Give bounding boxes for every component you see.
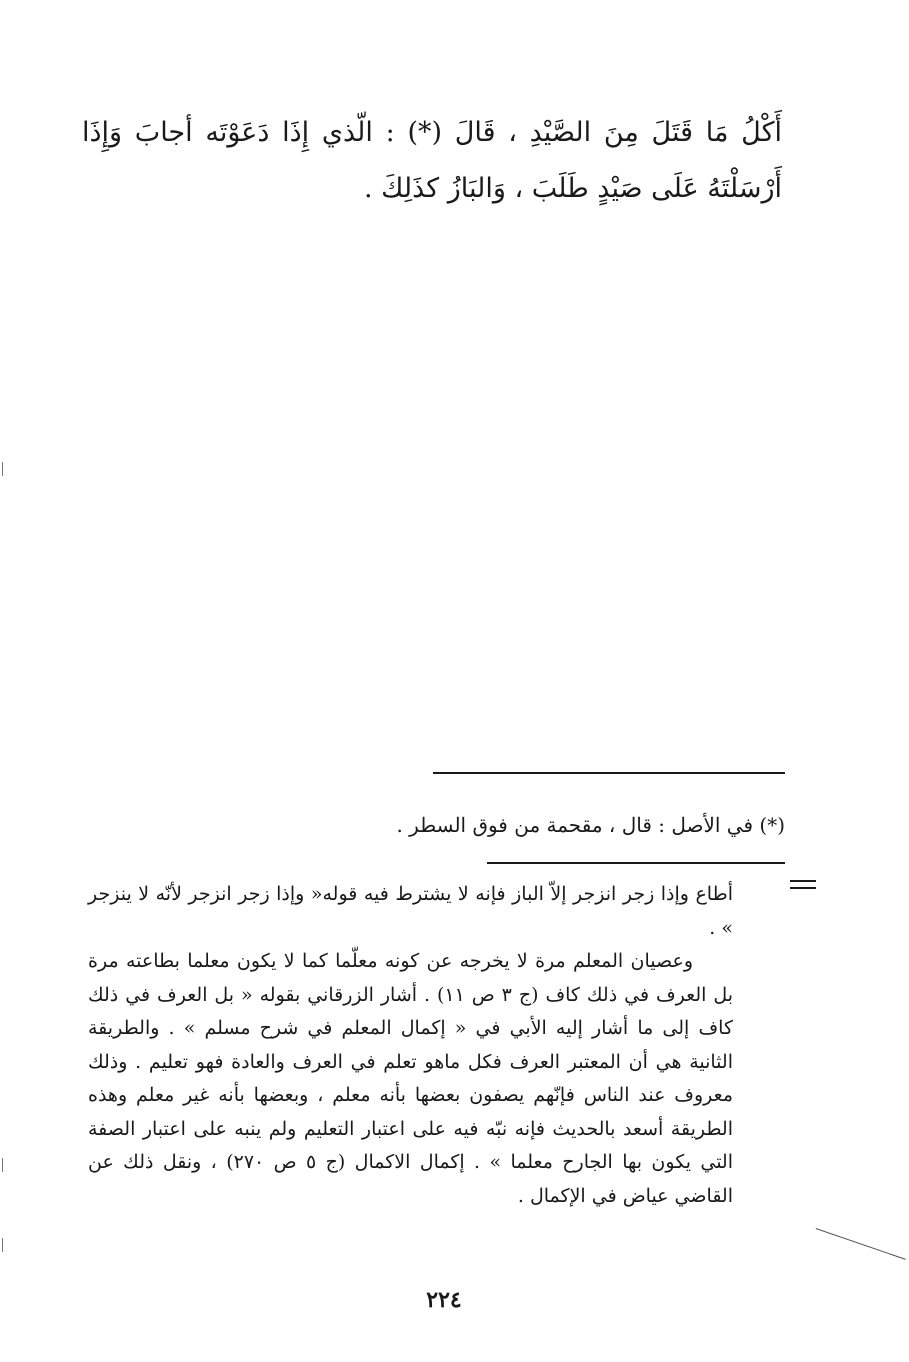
main-paragraph: أَكْلُ مَا قَتَلَ مِنَ الصَّيْدِ ، قَالَ (*) : الّذي إِذَا دَعَوْتَه أجابَ وَإِذَا أَرْسَلْتَهُ عَلَى صَيْدٍ طَلَبَ ، وَالبَازُ كذَلِكَ . (82, 117, 782, 204)
page-number: ٢٢٤ (426, 1287, 462, 1313)
scan-edge-mark (2, 462, 3, 476)
notes-separator-rule (487, 862, 785, 864)
footnote-separator-rule (433, 772, 785, 774)
scan-edge-mark (2, 1158, 3, 1172)
footnote-asterisk (240, 808, 785, 842)
notes-paragraph-2: وعصيان المعلم مرة لا يخرجه عن كونه معلّما كما لا يكون معلما بطاعته مرة بل العرف في ذلك كاف (ج ٣ ص ١١) . أشار الزرقاني بقوله « بل العرف في ذلك كاف إلى ما أشار إليه الأبي في « إكمال المعلم في شرح مسلم » . والطريقة الثانية هي أن المعتبر العرف فكل ماهو تعلم في العرف والعادة فهو تعليم . وذلك معروف عند الناس فإنّهم يصفون بعضها بأنه معلم ، وبعضها بأنه غير معلم وهذه الطريقة أسعد بالحديث فإنه نبّه فيه على اعتبار التعليم ولم ينبه على اعتبار الصفة التي يكون بها الجارح معلما » . إكمال الاكمال (ج ٥ ص ٢٧٠) ، ونقل ذلك عن القاضي عياض في الإكمال . (88, 950, 734, 1207)
notes-paragraph-1: أطاع وإذا زجر انزجر إلاّ الباز فإنه لا يشترط فيه قوله« وإذا زجر انزجر لأنّه لا ينزجر » . (88, 883, 733, 939)
footnote-asterisk-text: (*) في الأصل : قال ، مقحمة من فوق السطر . (396, 813, 785, 837)
continuation-mark (790, 880, 816, 894)
scan-edge-mark (2, 1238, 3, 1252)
main-text (82, 105, 782, 217)
notes-section (88, 878, 733, 1213)
scan-artifact-line (816, 1228, 906, 1260)
